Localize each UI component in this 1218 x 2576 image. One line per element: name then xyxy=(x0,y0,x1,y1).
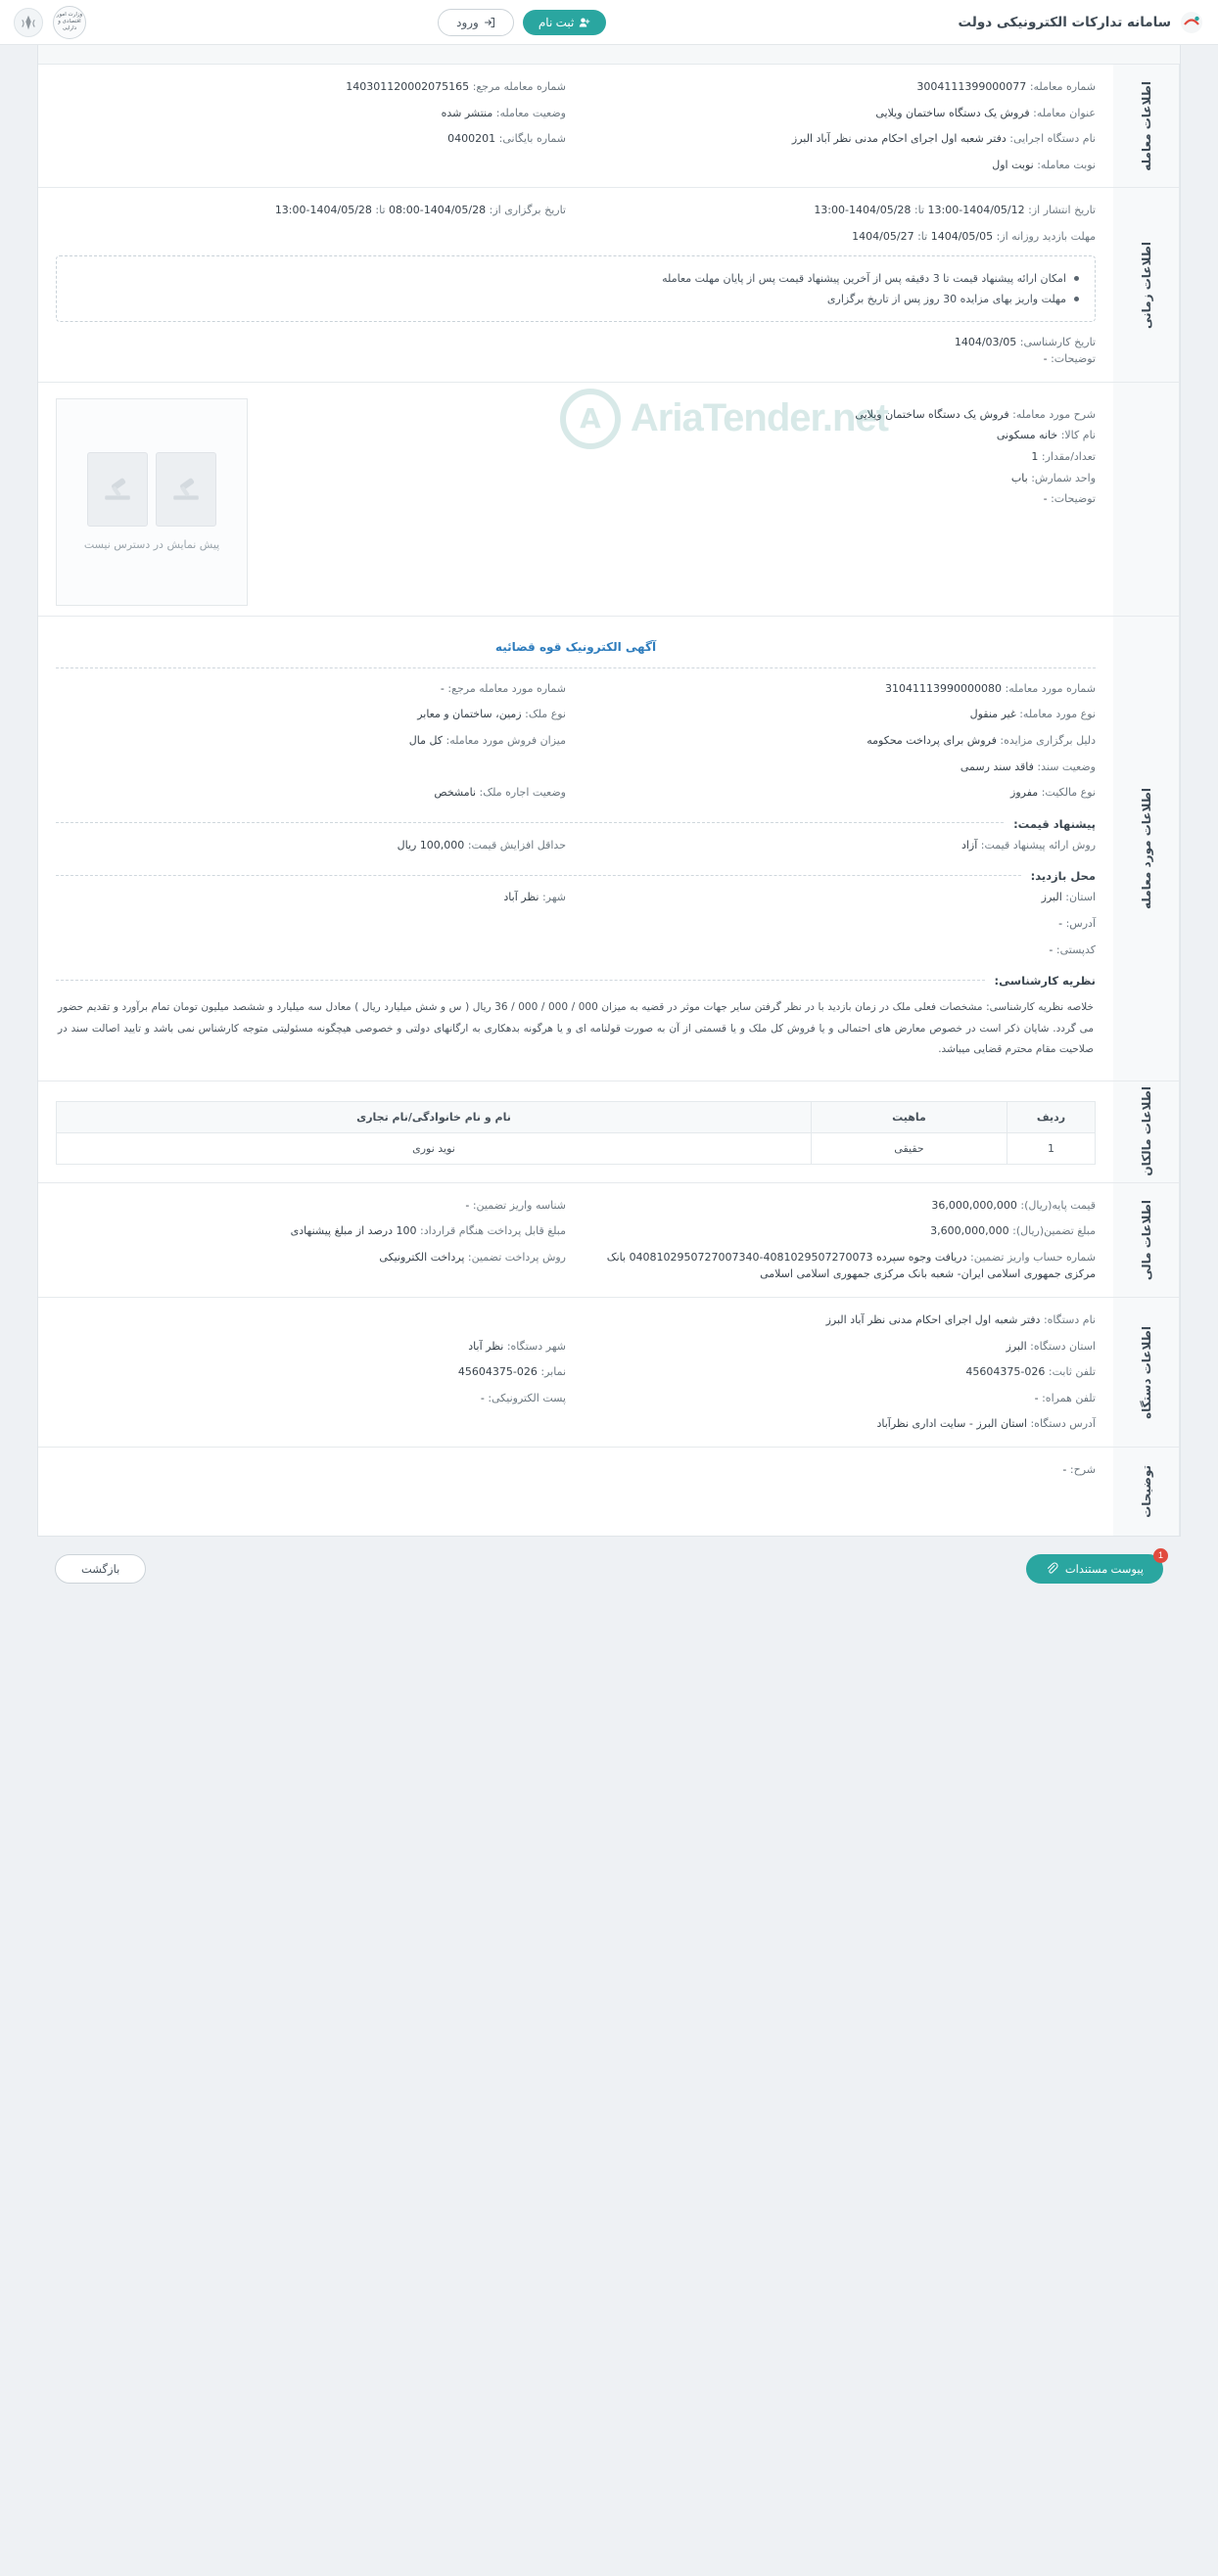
field-value: نوبت اول xyxy=(992,158,1034,171)
field-value: کل مال xyxy=(408,733,444,747)
divider xyxy=(56,980,985,981)
field-value: نامشخص xyxy=(434,786,477,800)
gavel-placeholder-icon-2 xyxy=(87,452,148,527)
field-value: فروش یک دستگاه ساختمان ویلایی xyxy=(875,106,1030,119)
field-agency-phone xyxy=(586,1363,1096,1381)
field-value: مفروز xyxy=(1010,786,1039,800)
field-key: حداقل افزایش قیمت: xyxy=(467,838,566,851)
field-key: مهلت بازدید روزانه از: xyxy=(996,229,1096,243)
section-label-text: توضیحات xyxy=(1139,1465,1153,1518)
field-agency-fax xyxy=(56,1363,566,1381)
section-label-deal-info xyxy=(1113,65,1180,187)
field-value: البرز xyxy=(1041,891,1062,904)
table-header-row xyxy=(57,1101,1096,1132)
field-guarantee-amount xyxy=(586,1222,1096,1240)
footer-actions xyxy=(0,1537,1218,1609)
field-time-notes xyxy=(56,350,1096,368)
field-value: 1 xyxy=(1031,449,1039,463)
field-key: نوبت معامله: xyxy=(1037,158,1096,171)
field-key: نام دستگاه اجرایی: xyxy=(1009,132,1096,146)
field-ownership-type xyxy=(586,784,1096,802)
section-financial xyxy=(38,1183,1180,1298)
field-bid-date-range xyxy=(56,202,566,219)
section-label-text: اطلاعات مالی xyxy=(1139,1199,1153,1280)
back-button[interactable] xyxy=(55,1554,146,1584)
field-value: 0400201 xyxy=(447,132,496,146)
field-agency-city xyxy=(56,1338,566,1356)
preview-description-column xyxy=(267,398,1096,510)
field-value: 026-45604375 xyxy=(457,1365,538,1379)
subject-info-grid xyxy=(56,680,1096,802)
field-key-to: تا: xyxy=(375,204,386,217)
field-value: 026-45604375 xyxy=(965,1365,1046,1379)
visit-location-grid xyxy=(56,889,1096,958)
section-label-text: اطلاعات مورد معامله xyxy=(1139,787,1153,909)
field-value: - xyxy=(465,1198,470,1212)
field-subject-description xyxy=(267,404,1096,426)
field-city xyxy=(56,889,566,906)
section-body-preview xyxy=(38,383,1113,616)
section-owners xyxy=(38,1081,1180,1183)
field-document-status xyxy=(586,759,1096,776)
field-key: روش پرداخت تضمین: xyxy=(467,1250,566,1264)
field-subject-ref-number xyxy=(56,680,566,698)
login-button[interactable] xyxy=(438,9,514,36)
field-subject-number xyxy=(586,680,1096,698)
col-nature: ماهیت xyxy=(812,1101,1007,1132)
field-value: - xyxy=(1049,943,1054,956)
section-label-time-info xyxy=(1113,188,1180,381)
preview-caption: پیش نمایش در دسترس نیست xyxy=(83,538,220,552)
field-agency-address xyxy=(56,1415,1096,1433)
user-plus-icon xyxy=(579,17,590,28)
image-preview-box[interactable] xyxy=(56,398,248,606)
field-key: آدرس: xyxy=(1065,916,1096,930)
section-subject-info xyxy=(38,617,1180,1081)
field-key: وضعیت معامله: xyxy=(495,106,566,119)
field-goods-name xyxy=(267,425,1096,446)
divider xyxy=(56,875,1021,876)
field-value: - xyxy=(1043,492,1048,506)
table-row xyxy=(57,1132,1096,1164)
field-value: البرز xyxy=(1006,1339,1027,1353)
field-agency-mobile xyxy=(586,1390,1096,1407)
field-value: 31041113990000080 xyxy=(885,681,1003,695)
field-value: 3004111399000077 xyxy=(916,80,1027,93)
field-min-increment xyxy=(56,837,566,854)
time-notice-box xyxy=(56,255,1096,322)
bullet-icon xyxy=(1074,297,1079,301)
financial-grid xyxy=(56,1197,1096,1283)
field-sale-extent xyxy=(56,732,566,750)
field-notes-description xyxy=(56,1461,1096,1479)
field-value: - xyxy=(1058,916,1063,930)
expert-opinion-header-row xyxy=(56,972,1096,988)
field-key: عنوان معامله: xyxy=(1033,106,1096,119)
site-title: سامانه تدارکات الکترونیکی دولت xyxy=(958,14,1171,30)
field-value: منتشر شده xyxy=(441,106,493,119)
col-row-number: ردیف xyxy=(1007,1101,1096,1132)
field-value: نظر آباد xyxy=(468,1339,504,1353)
field-key: قیمت پایه(ریال): xyxy=(1020,1198,1096,1212)
field-agency-province xyxy=(586,1338,1096,1356)
field-guarantee-method xyxy=(56,1249,566,1283)
time-info-grid xyxy=(56,202,1096,245)
notice-item xyxy=(72,289,1079,309)
field-key: استان: xyxy=(1065,891,1096,904)
divider xyxy=(56,822,1004,823)
field-value-to: 1404/05/27 xyxy=(852,229,914,243)
notice-text: مهلت واریز بهای مزایده 30 روز پس از تاریخ برگزاری xyxy=(826,292,1066,305)
field-guarantee-payment-id xyxy=(56,1197,566,1215)
section-notes xyxy=(38,1448,1180,1536)
col-owner-name: نام و نام خانوادگی/نام تجاری xyxy=(57,1101,812,1132)
field-value: آزاد xyxy=(960,838,978,851)
notice-item xyxy=(72,268,1079,289)
section-body-subject-info xyxy=(38,617,1113,1081)
field-key: مبلغ تضمین(ریال): xyxy=(1012,1224,1096,1238)
field-key: روش ارائه پیشنهاد قیمت: xyxy=(980,838,1096,851)
field-key: شماره معامله: xyxy=(1029,80,1096,93)
field-value: - xyxy=(1062,1462,1067,1476)
field-base-price xyxy=(586,1197,1096,1215)
field-key: تعداد/مقدار: xyxy=(1041,449,1096,463)
watermark-logo-icon: A xyxy=(560,389,621,449)
field-value: فروش یک دستگاه ساختمان ویلایی xyxy=(855,407,1009,421)
collapsed-header-strip[interactable] xyxy=(38,45,1180,65)
field-publish-range xyxy=(586,202,1096,219)
field-key-to: تا: xyxy=(917,229,928,243)
section-label-preview xyxy=(1113,383,1180,616)
paperclip-icon xyxy=(1046,1562,1058,1575)
field-key: تاریخ انتشار از: xyxy=(1028,204,1096,217)
field-key: شرح: xyxy=(1069,1462,1096,1476)
preview-wrapper xyxy=(38,383,1113,616)
section-label-financial xyxy=(1113,1183,1180,1297)
section-time-info xyxy=(38,188,1180,382)
section-deal-info xyxy=(38,65,1180,188)
attach-documents-label: پیوست مستندات xyxy=(1064,1563,1144,1576)
field-value: دفتر شعبه اول اجرای احکام مدنی نظر آباد البرز xyxy=(791,132,1007,146)
section-label-owners xyxy=(1113,1081,1180,1182)
field-key: وضعیت اجاره ملک: xyxy=(479,786,566,800)
field-key: وضعیت سند: xyxy=(1037,759,1096,773)
price-proposal-header-row xyxy=(56,815,1096,831)
field-agency-email xyxy=(56,1390,566,1407)
field-value: باب xyxy=(1010,471,1028,484)
field-key: مبلغ قابل پرداخت هنگام قرارداد: xyxy=(420,1224,566,1238)
field-key: توضیحات: xyxy=(1051,352,1096,366)
cell-owner-name: نوید نوری xyxy=(57,1132,812,1164)
field-province xyxy=(586,889,1096,906)
field-key: کدپستی: xyxy=(1055,943,1096,956)
login-arrow-icon xyxy=(484,17,495,28)
field-value: 100,000 ریال xyxy=(397,838,465,851)
field-value-to: 1404/05/28-13:00 xyxy=(814,204,912,217)
field-time-spacer xyxy=(56,228,566,246)
field-value: 3,600,000,000 xyxy=(930,1224,1009,1238)
field-auction-reason xyxy=(586,732,1096,750)
field-value: - xyxy=(440,681,445,695)
expert-opinion-text: خلاصه نظریه کارشناسی: مشخصات فعلی ملک در زمان بازدید با در نظر گرفتن سایر جهات موثر در قضیه به میزان 000 / 000 / 000 / 36 ریال ( س و شش میلیارد ریال ) معادل سه میلیارد و ششصد میلیون تومان تمام برآورد و تقدیم حضور می گردد. شایان ذکر است در خصوص معارض های احتمالی و یا فروش کل ملک و یا قسمتی از آن به صورت قولنامه ای و یا هرگونه بدهکاری به ارگانهای دولتی و خصوصی هیچگونه مسئولیتی متوجه کارشناس نمی باشد و تایید اصالت سند در صلاحیت مقام محترم قضایی میباشد. xyxy=(58,1001,1094,1056)
visit-location-header: محل بازدید: xyxy=(1030,869,1096,884)
section-label-text: اطلاعات زمانی xyxy=(1139,241,1153,329)
divider xyxy=(56,667,1096,668)
field-agency-name xyxy=(586,130,1096,148)
field-value: 1404/03/05 xyxy=(954,335,1017,348)
field-property-type xyxy=(56,706,566,723)
section-body-notes xyxy=(38,1448,1113,1536)
field-key: نوع ملک: xyxy=(525,708,566,721)
signup-button[interactable] xyxy=(523,10,607,35)
field-key: نام دستگاه: xyxy=(1043,1313,1096,1327)
field-value: فاقد سند رسمی xyxy=(960,759,1034,773)
field-value: نظر آباد xyxy=(503,891,539,904)
field-value: زمین، ساختمان و معابر xyxy=(417,708,522,721)
field-deal-title xyxy=(586,105,1096,122)
section-label-text: اطلاعات معامله xyxy=(1139,80,1153,171)
section-body-financial xyxy=(38,1183,1113,1297)
national-emblem-icon xyxy=(14,8,43,37)
field-preview-notes xyxy=(267,488,1096,510)
field-value: 1404/05/05 xyxy=(930,229,994,243)
attach-documents-button[interactable] xyxy=(1026,1550,1164,1584)
preview-placeholder-images xyxy=(87,452,216,527)
section-label-text: اطلاعات مالکان xyxy=(1139,1086,1153,1176)
owners-table xyxy=(56,1101,1096,1165)
field-key: تلفن ثابت: xyxy=(1048,1365,1096,1379)
field-key: نوع مالکیت: xyxy=(1041,786,1096,800)
field-key: شناسه واریز تضمین: xyxy=(472,1198,566,1212)
field-guarantee-account xyxy=(586,1249,1096,1283)
field-key: شهر: xyxy=(541,891,566,904)
field-price-method xyxy=(586,837,1096,854)
bullet-icon xyxy=(1074,276,1079,281)
ministry-seal-icon xyxy=(53,6,86,39)
attachment-count-badge: 1 xyxy=(1153,1548,1168,1563)
field-key-to: تا: xyxy=(914,204,925,217)
deal-info-grid xyxy=(56,78,1096,173)
field-subject-type xyxy=(586,706,1096,723)
visit-location-header-row xyxy=(56,867,1096,883)
owners-table-head xyxy=(57,1101,1096,1132)
field-deal-round xyxy=(586,157,1096,174)
watermark-text: AriaTender.net xyxy=(630,396,888,440)
field-address xyxy=(56,915,1096,933)
field-lease-status xyxy=(56,784,566,802)
field-deal-status xyxy=(56,105,566,122)
field-postal-code xyxy=(56,942,1096,959)
ministry-seal-label: وزارت امور اقتصادی و دارایی xyxy=(56,12,83,31)
field-value: - xyxy=(480,1391,485,1404)
price-proposal-grid xyxy=(56,837,1096,854)
section-body-agency xyxy=(38,1298,1113,1447)
login-label: ورود xyxy=(456,15,479,29)
owners-table-body xyxy=(57,1132,1096,1164)
section-label-agency xyxy=(1113,1298,1180,1447)
field-key: استان دستگاه: xyxy=(1030,1339,1096,1353)
field-key: تاریخ کارشناسی: xyxy=(1019,335,1096,348)
field-key: آدرس دستگاه: xyxy=(1030,1417,1096,1431)
section-body-owners xyxy=(38,1081,1113,1182)
judicial-notice-title[interactable]: آگهی الکترونیک قوه قضائیه xyxy=(494,639,657,654)
field-value: غیر منقول xyxy=(969,708,1016,721)
field-value: 1404/05/12-13:00 xyxy=(927,204,1025,217)
field-value-to: 1404/05/28-13:00 xyxy=(274,204,372,217)
field-key: تاریخ برگزاری از: xyxy=(489,204,566,217)
gov-seals xyxy=(14,6,86,39)
field-key: شماره بایگانی: xyxy=(498,132,566,146)
field-key: پست الکترونیکی: xyxy=(488,1391,566,1404)
field-deal-number xyxy=(586,78,1096,96)
field-key: شماره مورد معامله مرجع: xyxy=(447,681,566,695)
top-navigation-bar xyxy=(0,0,1218,45)
section-body-deal-info xyxy=(38,65,1113,187)
field-agency-name xyxy=(56,1311,1096,1329)
field-value: - xyxy=(1034,1391,1039,1404)
field-reference-deal-number xyxy=(56,78,566,96)
field-value: دفتر شعبه اول اجرای احکام مدنی نظر آباد البرز xyxy=(825,1313,1041,1327)
page-root xyxy=(0,45,1218,1609)
section-label-notes xyxy=(1113,1448,1180,1536)
field-key: تلفن همراه: xyxy=(1042,1391,1096,1404)
field-archive-number xyxy=(56,130,566,148)
field-unit xyxy=(267,468,1096,489)
section-preview xyxy=(38,383,1180,617)
brand-area xyxy=(959,10,1205,35)
expert-opinion-header: نظریه کارشناسی: xyxy=(994,974,1096,989)
field-key: شهر دستگاه: xyxy=(506,1339,566,1353)
field-key: نوع مورد معامله: xyxy=(1019,708,1096,721)
notice-text: امکان ارائه پیشنهاد قیمت تا 3 دقیقه پس از آخرین پیشنهاد قیمت پس از پایان مهلت معامله xyxy=(662,271,1066,285)
field-key: توضیحات: xyxy=(1051,492,1096,506)
cell-nature: حقیقی xyxy=(812,1132,1007,1164)
auth-buttons xyxy=(438,9,606,36)
back-label: بازگشت xyxy=(81,1563,120,1576)
field-value: پرداخت الکترونیکی xyxy=(379,1250,465,1264)
section-label-subject-info xyxy=(1113,617,1180,1081)
signup-label: ثبت نام xyxy=(538,15,575,29)
field-value: 36,000,000,000 xyxy=(931,1198,1017,1212)
section-label-text: اطلاعات دستگاه xyxy=(1139,1325,1153,1419)
field-value: - xyxy=(1043,352,1048,366)
field-key: نمابر: xyxy=(540,1365,566,1379)
field-quantity xyxy=(267,446,1096,468)
section-body-time-info xyxy=(38,188,1113,381)
detail-sheet xyxy=(37,45,1181,1537)
field-value: خانه مسکونی xyxy=(996,429,1058,442)
gavel-placeholder-icon xyxy=(156,452,216,527)
cell-row-number: 1 xyxy=(1007,1132,1096,1164)
section-agency xyxy=(38,1298,1180,1448)
field-key: نام کالا: xyxy=(1060,429,1096,442)
field-value: 140301120002075165 xyxy=(346,80,470,93)
field-payable-on-contract xyxy=(56,1222,566,1240)
field-visit-deadline xyxy=(586,228,1096,246)
field-value: فروش برای پرداخت محکومه xyxy=(867,733,997,747)
price-proposal-header: پیشنهاد قیمت: xyxy=(1013,816,1096,831)
field-key: واحد شمارش: xyxy=(1031,471,1096,484)
agency-grid xyxy=(56,1311,1096,1433)
field-value: 100 درصد از مبلغ پیشنهادی xyxy=(290,1224,417,1238)
field-key: شرح مورد معامله: xyxy=(1012,407,1096,421)
field-subject-spacer xyxy=(56,759,566,776)
field-expert-date xyxy=(56,334,1096,351)
field-key: میزان فروش مورد معامله: xyxy=(445,733,566,747)
field-value: دریافت وجوه سپرده 4081029507270073-0408102950727007340 بانک مرکزی جمهوری اسلامی ایران- شعبه بانک مرکزی جمهوری اسلامی اسلامی xyxy=(606,1250,1096,1281)
field-key: شماره حساب واریز تضمین: xyxy=(970,1250,1096,1264)
field-value: 1404/05/28-08:00 xyxy=(389,204,487,217)
field-key: شماره مورد معامله: xyxy=(1005,681,1096,695)
setad-logo-icon xyxy=(1179,10,1204,35)
field-value: استان البرز - سایت اداری نظرآباد xyxy=(876,1417,1027,1431)
field-key: دلیل برگزاری مزایده: xyxy=(1000,733,1096,747)
field-key: شماره معامله مرجع: xyxy=(472,80,566,93)
